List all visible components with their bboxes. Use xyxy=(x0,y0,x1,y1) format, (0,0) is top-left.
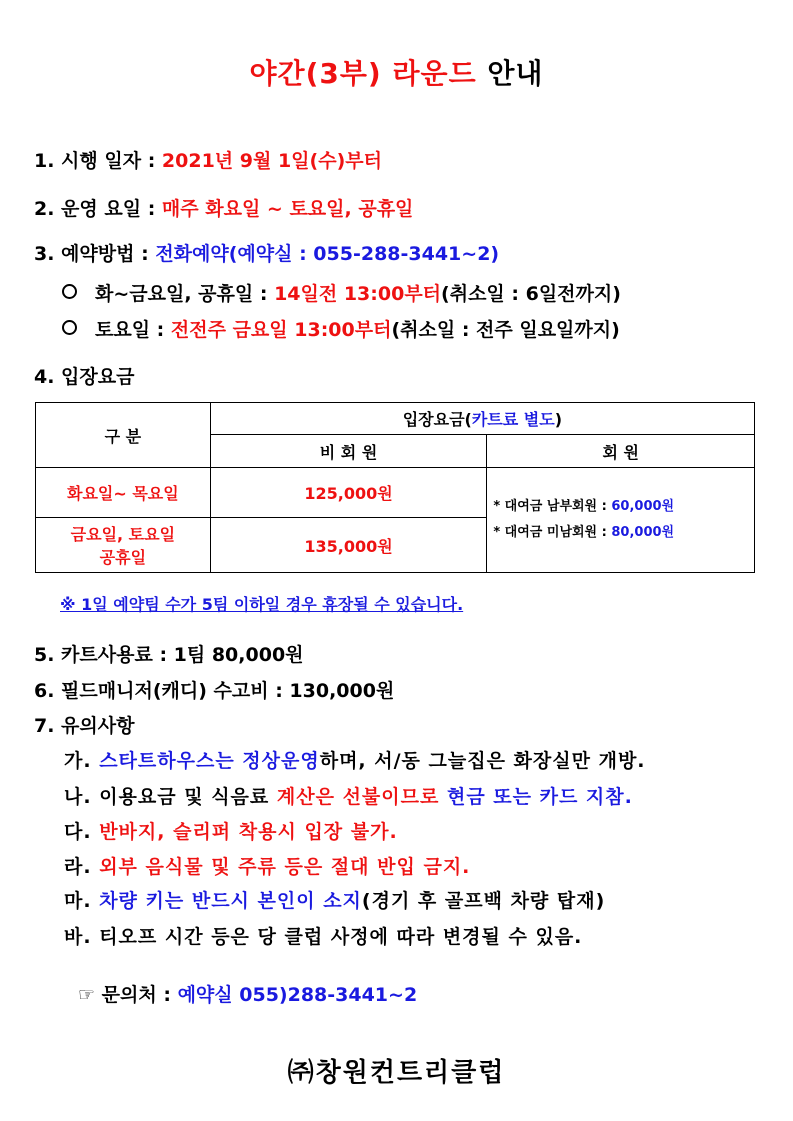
item-5-cart-fee: 5. 카트사용료 : 1팀 80,000원 xyxy=(34,644,304,666)
item-4-fees: 4. 입장요금 xyxy=(34,366,135,388)
item-6-caddie-fee: 6. 필드매니저(캐디) 수고비 : 130,000원 xyxy=(34,680,395,702)
item-2-operating-days: 2. 운영 요일 : 매주 화요일 ~ 토요일, 공휴일 xyxy=(34,198,414,220)
page-title xyxy=(0,52,793,92)
row2-label: 금요일, 토요일 공휴일 xyxy=(36,518,211,573)
note-na: 나. 이용요금 및 식음료 계산은 선불이므로 현금 또는 카드 지참. xyxy=(64,786,633,808)
note-da: 다. 반바지, 슬리퍼 착용시 입장 불가. xyxy=(64,821,398,843)
member-header: 회 원 xyxy=(487,435,755,468)
operating-days-value: 매주 화요일 ~ 토요일, 공휴일 xyxy=(161,198,414,220)
note-ma: 마. 차량 키는 반드시 본인이 소지(경기 후 골프백 차량 탑재) xyxy=(64,890,606,912)
title-suffix: 안내 xyxy=(487,57,544,90)
member-fee-cell: * 대여금 남부회원 : 60,000원 * 대여금 미남회원 : 80,000원 xyxy=(487,468,755,573)
row2-fee: 135,000원 xyxy=(210,518,487,573)
reservation-value: 전화예약(예약실 : 055-288-3441~2) xyxy=(155,243,500,265)
item-3-reservation: 3. 예약방법 : 전화예약(예약실 : 055-288-3441~2) xyxy=(34,243,500,265)
club-name: ㈜창원컨트리클럽 xyxy=(287,1058,506,1088)
non-member-header: 비 회 원 xyxy=(210,435,487,468)
closure-note: ※ 1일 예약팀 수가 5팀 이하일 경우 휴장될 수 있습니다. xyxy=(60,595,464,614)
circle-bullet-icon xyxy=(62,284,77,299)
start-date-value: 2021년 9월 1일(수)부터 xyxy=(161,150,382,172)
reservation-saturday: 토요일 : 전전주 금요일 13:00부터(취소일 : 전주 일요일까지) xyxy=(62,315,620,342)
row1-label: 화요일~ 목요일 xyxy=(36,468,211,518)
category-header: 구 분 xyxy=(36,403,211,468)
item-1-start-date: 1. 시행 일자 : 2021년 9월 1일(수)부터 xyxy=(34,150,382,172)
item-7-notes: 7. 유의사항 xyxy=(34,715,135,737)
circle-bullet-icon xyxy=(62,320,77,335)
note-ra: 라. 외부 음식물 및 주류 등은 절대 반입 금지. xyxy=(64,856,471,878)
contact-value: 예약실 055)288-3441~2 xyxy=(177,984,418,1006)
reservation-weekday: 화~금요일, 공휴일 : 14일전 13:00부터(취소일 : 6일전까지) xyxy=(62,279,621,306)
contact-line: ☞ 문의처 : 예약실 055)288-3441~2 xyxy=(78,984,418,1006)
fee-table xyxy=(35,402,755,573)
pointing-hand-icon: ☞ xyxy=(78,984,96,1006)
fee-header: 입장요금(카트료 별도) xyxy=(210,403,754,435)
row1-fee: 125,000원 xyxy=(210,468,487,518)
note-ga: 가. 스타트하우스는 정상운영하며, 서/동 그늘집은 화장실만 개방. xyxy=(64,750,646,772)
title-main: 야간(3부) 라운드 xyxy=(249,57,477,90)
note-ba: 바. 티오프 시간 등은 당 클럽 사정에 따라 변경될 수 있음. xyxy=(64,926,583,948)
